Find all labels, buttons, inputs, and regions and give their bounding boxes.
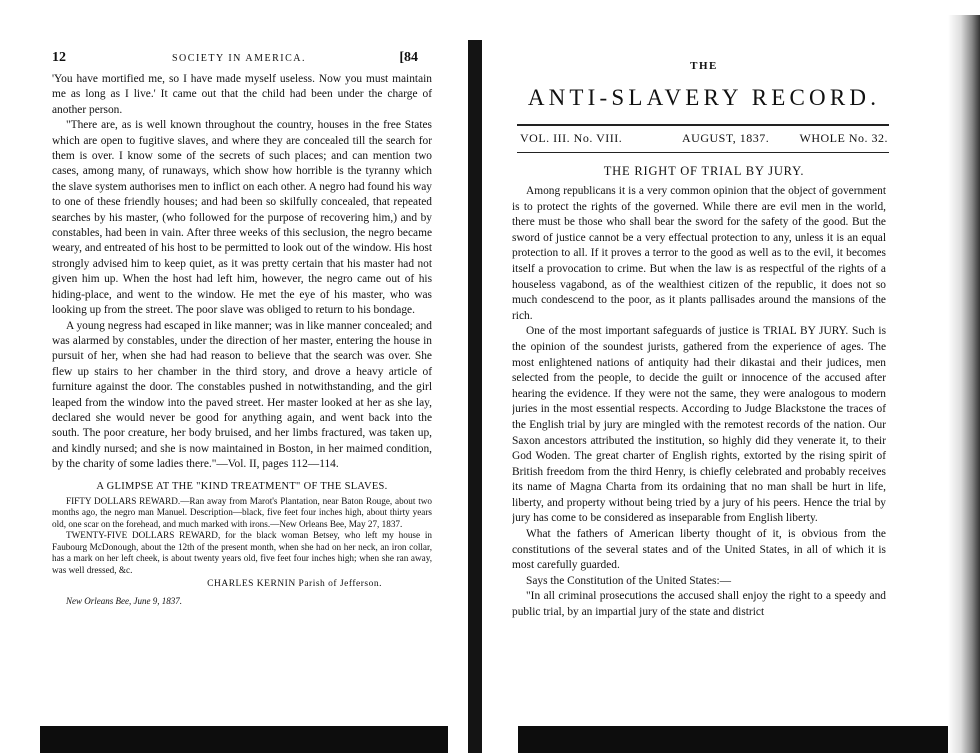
paragraph: What the fathers of American liberty thought of it, is obvious from the constitutions of the several states and of the United States, in all of which it is most carefully guarded. [512, 528, 886, 572]
paragraph: 'You have mortified me, so I have made myself useless. Now you must maintain me as long as I live.' It came out that the child had been under the charge of another person. [52, 73, 432, 116]
page-header [52, 50, 434, 70]
scan-right-edge [948, 15, 980, 753]
paragraph: "There are, as is well known throughout the country, houses in the free States which are open to fugitive slaves, and where they are concealed till the search for them is over. I know some of the secrets of such places; and can mention two cases, among many, of runaways, which show how horrible is the tyranny which the slave system authorises men to inflict on each other. A negro had found his way to one of these friendly houses; and had been so skilfully concealed, that repeated searches by his master, (who followed for the purpose of recovering him,) and by constables, had been in vain. After three weeks of this seclusion, the negro became weary, and entreated of his host to be permitted to look out of the window. His host strongly advised him to keep quiet, as it was pretty certain that his master had not given him up. When the host had left him, however, the negro came out of his hiding-place, and went to the window. He met the eye of his master, who was looking up from the street. The poor slave was obliged to return to his bondage. [52, 119, 432, 317]
bracket-number: [84 [399, 50, 418, 65]
volume-number: VOL. III. No. VIII. [520, 131, 623, 145]
paragraph: One of the most important safeguards of justice is TRIAL BY JURY. Such is the opinion of the soundest jurists, gathered from the experience of ages. The most enlightened nations of antiquity had their dikastai and their judices, men selected from the people, to decide the guilt or innocence of the accused after hearing the evidence. If they were not the same, they were analogous to modern juries in the most essential respects. According to Judge Blackstone the traces of the English trial by jury are mingled with the remotest records of the nation. Our Saxon ancestors attributed the institution, so highly did they venerate it, to their God Woden. The great charter of English rights, extorted by the rising spirit of British freedom from the third Henry, is chiefly celebrated and probably receives its name of Magna Charta from its ordaining that no man shall be hurt in life, liberty, and property without being tried by a jury of his peers. Hence the trial by jury has come to be considered as inseparable from English liberty. [512, 325, 886, 525]
advertisement: FIFTY DOLLARS REWARD.—Ran away from Marot's Plantation, near Baton Rouge, about two months ago, the negro man Manuel. Description—black, five feet four inches high, about thirty years old, one scar on the forehead, and much marked with irons.—New Orleans Bee, May 27, 1837. [52, 495, 432, 529]
paragraph: Among republicans it is a very common opinion that the object of government is to protect the rights of the governed. While there are evil men in the world, there must be those who shall bear the sword for the safety of the good. But the sword of justice cannot be a very effectual protection to any, unless it is an equal protection to all. If it proves a terror to the good as well as to the evil, it becomes itself a provocation to crime. But when the law is as respectful of the rights of a houseless vagabond, as of the wealthiest citizen of the republic, it does not so much condescend to the poor, as it plants pallisades around the mansions of the rich. [512, 185, 886, 322]
issue-line [520, 131, 888, 149]
left-page [52, 0, 434, 740]
right-page [512, 0, 896, 740]
signature: CHARLES KERNIN Parish of Jefferson. [207, 579, 382, 590]
masthead-title: ANTI-SLAVERY RECORD. [527, 85, 881, 110]
page-number: 12 [52, 50, 66, 65]
paragraph: Says the Constitution of the United States:— [526, 574, 732, 587]
section-heading: A GLIMPSE AT THE "KIND TREATMENT" OF THE SLAVES. [96, 480, 388, 492]
issue-rule [517, 152, 889, 153]
left-page-body [52, 72, 432, 609]
masthead-rule [517, 124, 889, 126]
running-title: SOCIETY IN AMERICA. [172, 53, 306, 64]
article-heading: THE RIGHT OF TRIAL BY JURY. [603, 164, 805, 178]
signature-date: New Orleans Bee, June 9, 1837. [66, 595, 182, 606]
issue-date: AUGUST, 1837. [682, 131, 770, 145]
article-body [512, 184, 886, 621]
page-edge-shadow [468, 40, 482, 753]
paragraph: "In all criminal prosecutions the accused shall enjoy the right to a speedy and public trial, by an impartial jury of the state and district [512, 590, 886, 619]
masthead-the: THE [690, 60, 718, 72]
paragraph: A young negress had escaped in like manner; was in like manner concealed; and was alarmed by constables, under the direction of her master, entering the house in pursuit of her, when she had had reason to believe that the search was over. She flew up stairs to her chamber in the third story, and drove a heavy article of furniture against the door. The constables pushed in notwithstanding, and the girl leaped from the window into the paved street. Her master looked at her as she lay, declared she would never be good for anything again, and went back into the south. The poor creature, her body bruised, and her limbs fractured, was taken up, and kindly nursed; and she is now maintained in Boston, in her maimed condition, by the charity of some ladies there."—Vol. II, pages 112—114. [52, 319, 432, 471]
whole-number: WHOLE No. 32. [799, 131, 888, 145]
advertisement: TWENTY-FIVE DOLLARS REWARD, for the black woman Betsey, who left my house in Faubourg McDonough, about the 12th of the present month, when she had on her neck, an iron collar, has a mark on her left cheek, is about twenty years old, five feet four inches high; when she ran away, was well dressed, &c. [52, 530, 432, 575]
